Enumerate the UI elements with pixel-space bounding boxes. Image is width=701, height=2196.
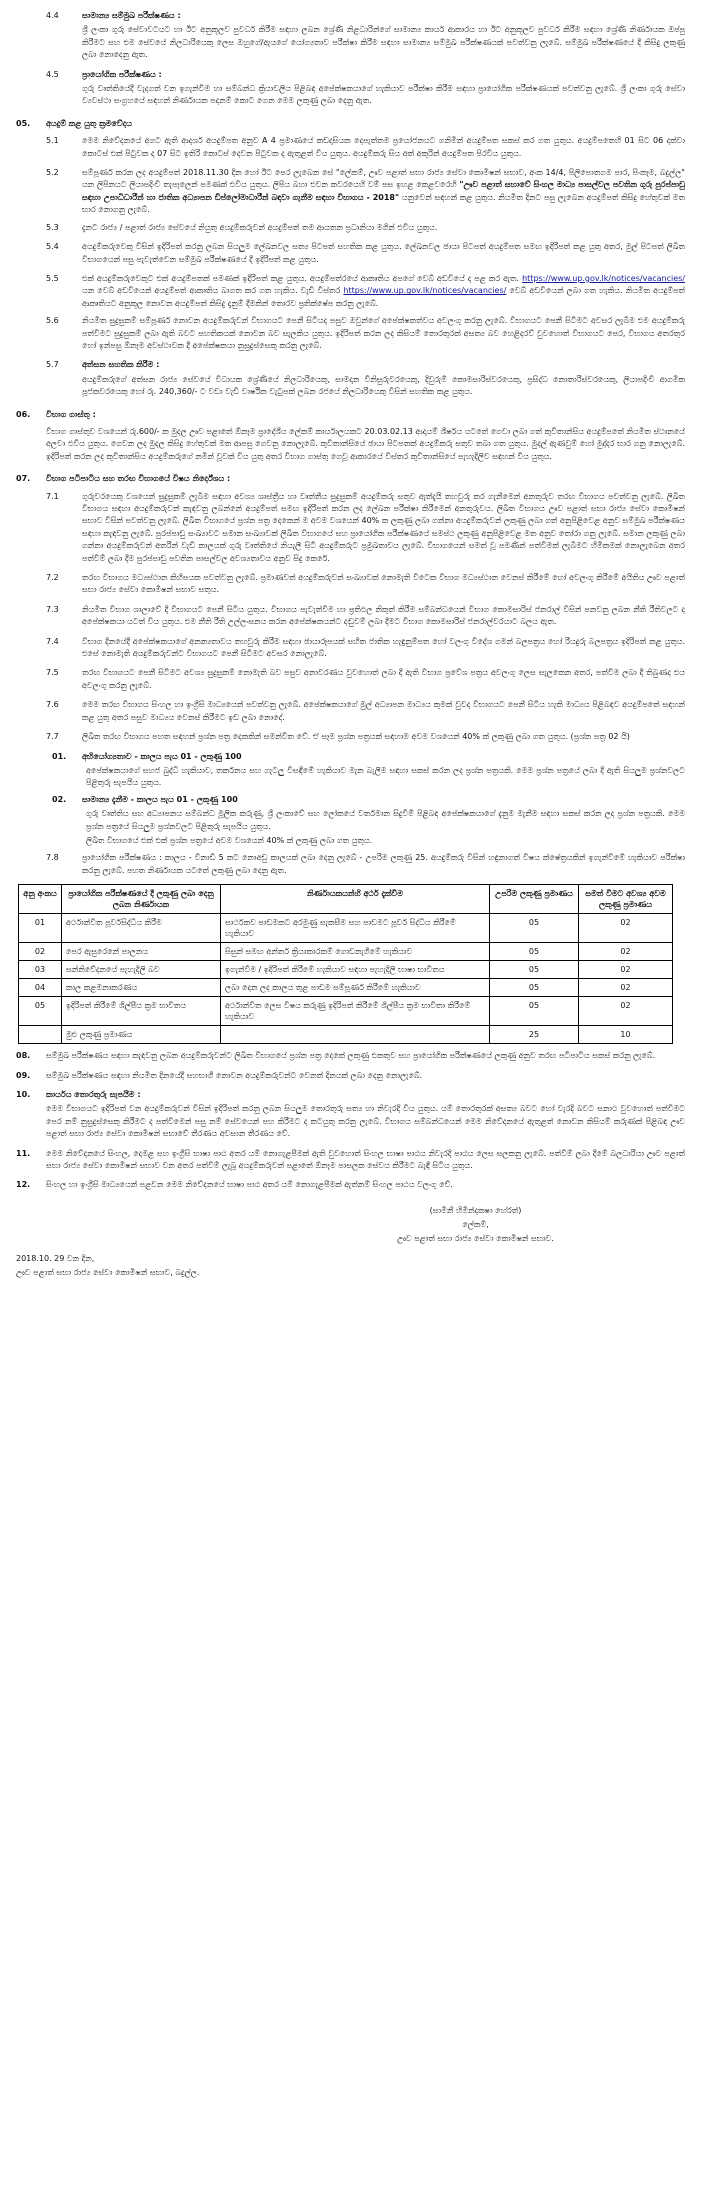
- practical-marks-table: [18, 884, 673, 1044]
- item-body: නියමිත විභාග ශාලාවේ දී විභාගයට පෙනී සිටිය යුතුය. විභාගය පැවැත්වීම හා ප්‍රතිඵල නිකුත් කිරීම සම්බන්ධයෙන් විභාග කොමසාරිස් ජනරාල් විසින් පනවනු ලබන නීති රීතිවලට ද අපේක්ෂකයා යටත් විය යුතුය. එම නීති රීති උල්ලංඝනය කරන අපේක්ෂකයන්ට දඬුවම් ලබා දීමට විභාග කොමසාරිස් ජනරාල්වරයාට බලය ඇත.: [82, 604, 685, 627]
- section-number: 07.: [16, 474, 31, 484]
- item-body: අයදුම්කරුවෙකු විසින් ඉදිරිපත් කරනු ලබන සියලුම ලේඛනවල සත්‍ය පිටපත් සහතික කළ යුතුය. ලේඛනවල ඡායා පිටපත් අයදුම්පත සමඟ ඉදිරිපත් කළ යුතු අතර, මුල් පිටපත් ලිඛිත විභාගයෙන් පසු පැවැත්වෙන සම්මුඛ පරීක්ෂණයේ දී ඉදිරිපත් කළ යුතුය.: [82, 242, 685, 264]
- cell: 02: [579, 943, 673, 961]
- item-number: 5.3: [46, 222, 59, 232]
- item-5-3: [16, 222, 685, 236]
- item-body: සම්මුඛ පරීක්ෂණය සඳහා නියමිත දිනයේදී සහභාගී නොවන අයදුම්කරුවන්ට වෙනත් දිනයක් ලබා දෙනු නොලැබේ.: [46, 1070, 423, 1080]
- item-number: 7.4: [46, 636, 59, 646]
- section-number: 08.: [16, 1051, 31, 1061]
- item-body: මෙම නිවේදනයේ අගට ඇති ආදර්ශ අයදුම්පත අනුව A 4 ප්‍රමාණයේ කඩදාසියක දෙපැත්තම ප්‍රයෝජනයට ගනිමින් අයදුම්පත සකස් කර ගත යුතුය. අයදුම්පතෙහි 01 සිට 06 දක්වා කොටස් එක් පිටුවක ද 07 සිට ඉතිරි කොටස් දෙවන පිටුවක ද ඇතුළත් විය යුතුය. අයදුම්කරු සිය අත් අකුරින් අයදුම්පත පිරවිය යුතුය.: [82, 136, 685, 158]
- paper-title: සාමාන්‍ය දැනීම - කාලය පැය 01 - ලකුණු 100: [82, 794, 238, 804]
- item-number: 7.8: [46, 853, 59, 863]
- section-title: කාර්යය තොරතුරු සැපයීම :: [46, 1089, 141, 1099]
- vacancies-link-2[interactable]: https://www.up.gov.lk/notices/vacancies/: [343, 286, 507, 296]
- table-header-row: [19, 885, 673, 914]
- item-5-6: [16, 315, 685, 354]
- item-number: 4.4: [46, 11, 59, 20]
- table-row: [19, 979, 673, 997]
- item-title: අත්සන සහතික කිරීම :: [82, 360, 160, 370]
- section-title: විභාග පටිපාටිය සහ තරඟ විභාගයේ විෂය නිර්දේශය :: [46, 474, 231, 484]
- cell: [19, 1026, 62, 1044]
- section-10: [16, 1089, 685, 1143]
- cell: ඉගැන්වීම / ඉදිරිපත් කිරීමේ හැකියාව සඳහා පැහැදිලි භාෂා භාවිතය: [221, 961, 490, 979]
- cell: 03: [19, 961, 62, 979]
- item-7-8: [16, 852, 685, 879]
- item-title: ප්‍රායෝගික පරීක්ෂණය :: [82, 69, 162, 79]
- issue-date: 2018.10. 29 වන දින,: [16, 1253, 95, 1263]
- item-body: සම්පූර්ණ කරන ලද අයදුම්පත් 2018.11.30 දින හෝ ඊට පෙර ලැබෙන සේ "ලේකම්, ඌව පළාත් සභා රාජ්‍ය සේවා කොමිෂන් සභාව, අංක 14/4, පිලිපොතගම පාර, පිංකෑම, බදුල්ල" යන ලිපිනයට ලියාපදිංචි තැපෑලෙන් පමණක් එවිය යුතුය. ලිපිය බහා එවන කවරයෙහි වම් පස ඉහළ කෙළවරෙහි: [82, 168, 685, 190]
- cell: 02: [579, 961, 673, 979]
- signatory-org: ඌව පළාත් සභා රාජ්‍ය සේවා කොමිෂන් සභාව.: [397, 1233, 554, 1243]
- section-number: 10.: [16, 1089, 31, 1099]
- cell: සන්නිවේදනයේ පැහැදිලි බව: [62, 961, 221, 979]
- col-header: උපරිම ලකුණු ප්‍රමාණය: [490, 885, 579, 914]
- item-body: ශ්‍රී ලංකා ගුරු සේවාවටයට හා ඊට අනුකූලව පුවර්ධ කිරීම සඳහා ලබන ශ්‍රේණි නිළධාරින්ගේ සාමාන්‍ය කාර්ය ආකාරය හා ඊට අනුකූලව පුවර්ධ කිරීම සඳහා ශ්‍රේණි නිර්ණායක ඔප්පු කිරීමට සහ එම සේවයේ නිලධාරියෙකු ලෙස ඔහුගේ/ඇයගේ යෝග්‍යතාව පරීක්ෂා කිරීම සඳහා සාමාන්‍ය සම්මුඛ පරීක්ෂණයක් පවත්වනු ලැබේ. සම්මුඛ පරීක්ෂණයේ දී කිසිදු ලකුණු ලබා නොදෙනු ඇත.: [82, 25, 685, 60]
- cell: පෙර ඇසුරෙනේ පාලනය: [62, 943, 221, 961]
- item-number: 5.4: [46, 242, 59, 252]
- item-7-4: [16, 636, 685, 663]
- item-body: මෙම තරඟ විභාගය සිංහල හා ඉංග්‍රීසි මාධ්‍යයෙන් පවත්වනු ලැබේ. අපේක්ෂකයාගේ මුල් අධ්‍යාපන මාධ්‍යය කුමක් වුවද විභාගයට පෙනී සිටිය හැකි මාධ්‍යය පිළිබඳව අයදුම්පතේ සඳහන් කළ යුතු අතර පසුව මාධ්‍යය වෙනස් කිරීමට ඉඩ ලබා නොදේ.: [82, 700, 685, 722]
- item-body-cont-2: වෙබ් අඩවියෙන් ලබා ගත හැකිය. නියමිත අයදුම්පත් ආකෘතියට අනුකූල නොවන අයදුම්පත් කිසිදු දැනුම් දීමකින් තොරව ප්‍රතික්ෂේප කරනු ලැබේ.: [82, 286, 685, 308]
- section-number: 05.: [16, 118, 31, 128]
- item-5-2: [16, 167, 685, 217]
- cell: සිසුන් සමඟ අන්තර් ක්‍රියාකාරකම් ගොඩනැගීමේ හැකියාව: [221, 943, 490, 961]
- cell: 25: [490, 1026, 579, 1044]
- item-number: 5.1: [46, 136, 59, 146]
- col-header: ප්‍රායෝගික පරීක්ෂණයේ දී ලකුණු ලබා දෙනු ලබන නිර්ණායක: [62, 885, 221, 914]
- paper-title: අභියෝග්‍යතාව - කාලය පැය 01 - ලකුණු 100: [82, 751, 242, 761]
- item-number: 5.7: [46, 360, 59, 370]
- cell: 02: [579, 914, 673, 943]
- cell: 05: [490, 979, 579, 997]
- vacancies-link[interactable]: https://www.up.gov.lk/notices/vacancies/: [522, 273, 685, 283]
- item-5-7: [16, 359, 685, 400]
- footer: [16, 1252, 685, 1280]
- cell: 02: [579, 979, 673, 997]
- col-header: අනු අංකය: [19, 885, 62, 914]
- item-number: 5.6: [46, 316, 59, 326]
- cell: ලබා දෙන ලද කාලය තුළ පාඩම සම්පූර්ණ කිරීමේ හැකියාව: [221, 979, 490, 997]
- table-total-row: [19, 1026, 673, 1044]
- item-number: 7.2: [46, 573, 59, 583]
- item-5-1: [16, 135, 685, 162]
- table-row: [19, 914, 673, 943]
- pass-mark-note: ලිඛිත විභාගයේ එක් එක් ප්‍රශ්න පත්‍රයේ අවම වශයෙන් 40% ක් ලකුණු ලබා ගත යුතුය.: [86, 835, 373, 845]
- cell: 04: [19, 979, 62, 997]
- paper-02-heading: [52, 794, 685, 806]
- signatory-title: ලේකම්,: [462, 1219, 489, 1229]
- item-body: අයදුම්කරුගේ අත්සන රාජ්‍ය සේවයේ විධායක ශ්‍රේණියේ නිලධාරියෙකු, සාමදාන විනිසුරුවරයෙකු, දිවුරුම් කොමසාරිස්වරයෙකු, ප්‍රසිද්ධ නොතාරිස්වරයෙකු, ලියාපදිංචි ආගමික පූජකවරයෙකු හෝ රු. 240,360/- ට වඩා වැඩි වාර්ෂික වැටුපක් ලබන රජයේ නිලධාරියෙකු විසින් සහතික කළ යුතුය.: [82, 374, 685, 397]
- cell: සාර්ථකව පාඩමකට අරමුණු සැකසීම සහ පාඩමට පූර්ව සිද්ධිය කිරීමේ හැකියාව: [221, 914, 490, 943]
- table-row: [19, 961, 673, 979]
- cell: මුළු ලකුණු ප්‍රමාණය: [62, 1026, 221, 1044]
- cell: [221, 1026, 490, 1044]
- item-7-1: [16, 491, 685, 567]
- table-row: [19, 943, 673, 961]
- item-5-4: [16, 241, 685, 268]
- cell: 10: [579, 1026, 673, 1044]
- col-header: නිර්ණායකයන්හි අර්ථ දැක්වීම: [221, 885, 490, 914]
- item-title: සාමාන්‍ය සම්මුඛ පරීක්ෂණය :: [82, 11, 181, 20]
- item-body-cont: යනුවෙන් සඳහන් කළ යුතුය. නියමිත දිනට පසු ලැබෙන අයදුම්පත් කිසිදු හේතුවක් මත භාර නොගනු ලැබේ.: [82, 192, 685, 215]
- col-header: සමත් වීමට අවශ්‍ය අවම ලකුණු ප්‍රමාණය: [579, 885, 673, 914]
- item-body: මෙම නිවේදනයේ සිංහල, දෙමළ සහ ඉංග්‍රීසි භාෂා පාඨ අතර යම් නොගැළපීමක් ඇති වුවහොත් සිංහල භාෂා පාඨය නිවැරදි පාඨය ලෙස සලකනු ලැබේ. පත්වීම් ලබා දීමේ බලධාරියා ඌව පළාත් සභා රාජ්‍ය සේවා කොමිෂන් සභාව වන අතර පත්වීම් ලැබූ අයදුම්කරුවන් පළාතේ ඕනෑම පාසලක සේවය කිරීමට බැඳී සිටිය යුතුය.: [46, 1148, 685, 1170]
- item-number: 7.3: [46, 604, 59, 614]
- item-body: විභාග ගාස්තුව වශයෙන් රු.600/- ක මුදල ඌව පළාතේ ඕනෑම ප්‍රාදේශීය ලේකම් කාර්යාලයකට 20.03.02.13 ආදායම් ශීර්ෂය යටතේ ගෙවා ලබා ගත් කුවිතාන්සිය අයදුම්පතේ නියමිත ස්ථානයේ අලවා එවිය යුතුය. ගෙවන ලද මුදල කිසිදු හේතුවක් මත ආපසු ගෙවනු නොලැබේ. කුවිතාන්සියේ ඡායා පිටපතක් අයදුම්කරු සතුව තබා ගත යුතුය. මුදල් ඇණවුම් හෝ මුද්දර භාර ගනු නොලැබේ. ඉදිරිපත් කරන ලද කුවිතාන්සිය අයදුම්කරුගේ නමින් වූවක් විය යුතු අතර විභාග ගාස්තු ගෙවූ ආකාරයේ විස්තර කුවිතාන්සියේ පැහැදිලිව සඳහන් විය යුතුය.: [46, 426, 685, 461]
- item-body: තරඟ විභාගයට පෙනී සිටීමට අවශ්‍ය සුදුසුකම් නොමැති බව පසුව අනාවරණය වුවහොත් ලබා දී ඇති විභාග ප්‍රවේශ පත්‍රය අවලංගු ලෙස සැලකෙන අතර, පත්වීම ලබා දී තිබුණද එය අවලංගු කරනු ලැබේ.: [82, 668, 685, 690]
- item-7-5: [16, 667, 685, 694]
- section-number: 06.: [16, 409, 31, 419]
- item-number: 4.5: [46, 69, 59, 79]
- item-body: සිංහල හා ඉංග්‍රීසි මාධ්‍යයෙන් පළවන මෙම නිවේදනයේ භාෂා පාඨ අතර යම් නොගැළපීමක් ඇත්නම් සිංහල පාඨය වලංගු වේ.: [46, 1180, 453, 1190]
- item-body: විභාග දිනයේදී අපේක්ෂකයාගේ අනන්‍යතාවය තහවුරු කිරීම සඳහා ඡායාරූපයක් සහිත ජාතික හැඳුනුම්පත හෝ වලංගු විදේශ ගමන් බලපත්‍රය හෝ රියදුරු බලපත්‍රය ඉදිරිපත් කළ යුතුය. එසේ නොමැති අයදුම්කරුවන්ට විභාගයට පෙනී සිටීමට අවසර නොලැබේ.: [82, 636, 685, 659]
- section-number: 12.: [16, 1180, 31, 1190]
- item-number: 5.5: [46, 273, 59, 283]
- item-7-2: [16, 572, 685, 599]
- item-number: 7.5: [46, 668, 59, 678]
- cell: 05: [490, 914, 579, 943]
- table-row: [19, 997, 673, 1026]
- issuer-address: ඌව පළාත් සභා රාජ්‍ය සේවා කොමිෂන් සභාව, බදුල්ල.: [16, 1267, 200, 1277]
- envelope-caption: "ඌව පළාත් සභාවේ සිංහල මාධ්‍ය පාසල්වල පවතින ගුරු පුරප්පාඩු සඳහා උපාධිධාරීන් හා ජාතික අධ්‍යාපන ඩිප්ලෝමාධාරීන් බඳවා ගැනීම සඳහා විභාගය - 2018": [82, 180, 685, 202]
- signature-block: [266, 1204, 685, 1246]
- signatory-name: (සාමිනී හිමින්දකෂා හේරත්): [429, 1205, 522, 1215]
- item-body: ප්‍රායෝගික පරීක්ෂණය : කාලය - විනාඩි 5 කට නොඅඩු කාලයක් ලබා දෙනු ලැබේ - උපරිම ලකුණු 25. අයදුම්කරු විසින් හඳුනාගත් විෂය ක්ෂේත්‍රයකින් ඉගැන්වීමේ හැකියාව පරීක්ෂා කරනු ලැබේ. පහත නිර්ණායක යටතේ ලකුණු ලබා දෙනු ඇත.: [82, 853, 685, 875]
- section-number: 09.: [16, 1070, 31, 1080]
- section-11: [16, 1148, 685, 1175]
- item-number: 5.2: [46, 168, 59, 178]
- item-body: දැනට රාජ්‍ය / පළාත් රාජ්‍ය සේවයේ නියුතු අයදුම්කරුවන් අයදුම්පත් තම ආයතන ප්‍රධානියා මගින් එවිය යුතුය.: [82, 222, 438, 232]
- paper-number: 02.: [52, 794, 67, 804]
- item-body: ලිඛිත තරඟ විභාගය පහත සඳහන් ප්‍රශ්න පත්‍ර දෙකකින් සමන්විත වේ. ඒ සෑම ප්‍රශ්න පත්‍රයක් සඳහාම අවම වශයෙන් 40% ක් ලකුණු ලබා ගත යුතුය. (ප්‍රශ්න පත්‍ර 02 යි): [82, 732, 630, 742]
- item-7-3: [16, 604, 685, 631]
- cell: 02: [19, 943, 62, 961]
- item-body: මෙම විභාගයට ඉදිරිපත් වන අයදුම්කරුවන් විසින් ඉදිරිපත් කරනු ලබන සියලුම තොරතුරු සත්‍ය හා නිවැරදි විය යුතුය. යම් තොරතුරක් අසත්‍ය බවට හෝ වැරදි බවට සනාථ වුවහොත් පත්වීමට පෙර නම් නුසුදුස්සෙකු කිරීමට ද පත්වීමෙන් පසු නම් සේවයෙන් පහ කිරීමට ද කටයුතු කරනු ලැබේ. විභාගය සම්බන්ධයෙන් මෙම නිවේදනයේ ඇතුළත් නොවන කිසියම් කරුණක් පිළිබඳ ඌව පළාත් සභා රාජ්‍ය සේවා කොමිෂන් සභාවේ තීරණය අවසාන තීරණය වේ.: [46, 1104, 685, 1139]
- cell: අර්ථාන්විත ලෙස විෂය කරුණු ඉදිරිපත් කිරීමේ ශිල්පීය ක්‍රම භාවිතා කිරීමේ හැකියාව: [221, 997, 490, 1026]
- section-05-heading: [16, 118, 685, 130]
- section-09: [16, 1070, 685, 1084]
- section-08: [16, 1050, 685, 1064]
- cell: 01: [19, 914, 62, 943]
- item-7-6: [16, 699, 685, 726]
- item-4-5: [16, 69, 685, 110]
- paper-01-heading: [52, 751, 685, 763]
- cell: කාල කළමනාකරණය: [62, 979, 221, 997]
- item-number: 7.1: [46, 491, 59, 501]
- section-12: [16, 1179, 685, 1193]
- item-body-cont: යන වෙබ් අඩවියෙන් අයදුම්පත් ආකෘතිය බාගත කර ගත හැකිය. වැඩි විස්තර: [82, 286, 341, 296]
- section-07-heading: [16, 473, 685, 485]
- item-body: සම්මුඛ පරීක්ෂණය සඳහා කැඳවනු ලබන අයදුම්කරුවන්ට ලිඛිත විභාගයේ ප්‍රශ්න පත්‍ර දෙකේ ලකුණු එකතුව සහ ප්‍රායෝගික පරීක්ෂණයේ ලකුණු අනුව තරඟ පටිපාටිය සකස් කරනු ලැබේ.: [46, 1051, 656, 1061]
- paper-01-body: අපේක්ෂකයාගේ සහජ බුද්ධි හැකියාව, තර්කනය සහ ගැටලු විසඳීමේ හැකියාව මැන බැලීම සඳහා සකස් කරන ලද ප්‍රශ්න පත්‍රයකි. මෙම ප්‍රශ්න පත්‍රයේ ලබා දී ඇති සියලුම ප්‍රශ්නවලට පිළිතුරු සැපයිය යුතුය.: [86, 765, 685, 788]
- cell: ඉදිරිපත් කිරීමේ ශිල්පීය ක්‍රම භාවිතය: [62, 997, 221, 1026]
- item-body: නියමිත සුදුසුකම් සම්පූර්ණ නොවන අයදුම්කරුවන් විභාගයට පෙනී සිටියද පසුව ඔවුන්ගේ අපේක්ෂකත්වය අවලංගු කරනු ලැබේ. විභාගයට පෙනී සිටීමට අවසර ලැබීම එම අයදුම්කරු පත්වීමට සුදුසුකම් ලබා ඇති බවට සහතිකයක් නොවන බව සැලකිය යුතුය. ඉදිරිපත් කරන ලද කිසියම් තොරතුරක් අසත්‍ය බව හෙළිදරව් වුවහොත් විභාගයට පෙර, විභාගය අතරතුර හෝ ඉන්පසු ඕනෑම අවස්ථාවක දී අපේක්ෂකයා නුසුදුස්සෙකු කරනු ලැබේ.: [82, 316, 685, 350]
- cell: 05: [19, 997, 62, 1026]
- paper-number: 01.: [52, 751, 67, 761]
- item-body: ගුරු වෘත්තියේදී වැදගත් වන ඉගැන්වීම හා සම්බන්ධ ක්‍රියාවලිය පිළිබඳ අපේක්ෂකයාගේ හැකියාව පරීක්ෂා කිරීම සඳහා ප්‍රායෝගික පරීක්ෂණයක් පවත්වනු ලැබේ. ශ්‍රී ලංකා ගුරු සේවා ව්‍යවස්ථා සංග්‍රහයේ සඳහන් නිර්ණායක පදනම් කොට ගෙන මෙම ලකුණු ලබා දෙනු ඇත.: [82, 84, 685, 106]
- item-4-4: [16, 10, 685, 64]
- section-06-body: [16, 426, 685, 465]
- section-title: විභාග ගාස්තු :: [46, 409, 96, 419]
- section-title: අයදුම් කළ යුතු ක්‍රමවේදය: [46, 118, 132, 128]
- item-body: ගුරුවරයෙකු වශයෙන් සුදුසුකම් ලැබීම සඳහා අවශ්‍ය ශාස්ත්‍රීය හා වෘත්තීය සුදුසුකම් අයදුම්කරු සතුව ඇත්දැයි තහවුරු කර ගැනීමෙන් අනතුරුව තරඟ විභාගය පවත්වනු ලැබේ. ලිඛිත විභාගය සඳහා අයදුම්කරුවන් කැඳවනු ලබන්නේ අයදුම්පත් සමඟ ඉදිරිපත් කරන ලද ලේඛන පරීක්ෂා කිරීමෙන් අනතුරුවය. ලිඛිත විභාගය ඌව පළාත් සභා රාජ්‍ය සේවා කොමිෂන් සභාව විසින් පවත්වනු ලැබේ. ලිඛිත විභාගයේ ප්‍රශ්න පත්‍ර දෙකෙන් ම අවම වශයෙන් 40% ක ලකුණු ලබා ගන්නා අයදුම්කරුවන් ලකුණු ලබා ගත් අනුපිළිවෙළ අනුව සම්මුඛ පරීක්ෂණය සඳහා කැඳවනු ලැබේ. පුරප්පාඩු සංඛ්‍යාවට සමාන සංඛ්‍යාවක් ලිඛිත විභාගයේ සහ ප්‍රායෝගික පරීක්ෂණයේ සමස්ථ ලකුණු අනුපිළිවෙළ මත අනුව තෝරා ගනු ලැබේ. සමාන ලකුණු ලබා ගන්නා අයදුම්කරුවන් අතරින් වැඩි කාලයක් ගුරු වෘත්තියේ නියැලී සිටි අයදුම්කරුට ප්‍රමුඛතාවය ලැබේ. විභාගයෙන් සමත් වූ පමණින් පත්වීමක් ලැබීමට හිමිකමක් නොලැබෙන අතර පත්වීම් ලබා දීම පුරප්පාඩු පවතින පාසල්වල අවශ්‍යතාවය අනුව සිදු කෙරේ.: [82, 491, 685, 563]
- cell: අර්ථාන්විත පූර්වසිද්ධිය කිරීම: [62, 914, 221, 943]
- item-body: තරඟ විභාගය මධ්‍යස්ථාන කිහිපයක පවත්වනු ලැබේ. ප්‍රමාණවත් අයදුම්කරුවන් සංඛ්‍යාවක් නොමැති විටෙක විභාග මධ්‍යස්ථාන වෙනස් කිරීමේ හෝ අවලංගු කිරීමේ අයිතිය ඌව පළාත් සභා රාජ්‍ය සේවා කොමිෂන් සභාව සතුය.: [82, 573, 685, 595]
- cell: 02: [579, 997, 673, 1026]
- item-number: 7.6: [46, 700, 59, 710]
- item-7-7: [16, 731, 685, 745]
- section-number: 11.: [16, 1148, 31, 1158]
- cell: 05: [490, 961, 579, 979]
- paper-02-body: ගුරු වෘත්තිය සහ අධ්‍යාපනය සම්බන්ධ මූලික කරුණු, ශ්‍රී ලංකාවේ සහ ලෝකයේ වර්තමාන සිදුවීම් පිළිබඳ අපේක්ෂකයාගේ දැනුම මැනීම සඳහා සකස් කරන ලද ප්‍රශ්න පත්‍රයකි. මෙම ප්‍රශ්න පත්‍රයේ සියලුම ප්‍රශ්නවලට පිළිතුරු සැපයිය යුතුය.: [86, 809, 685, 831]
- item-body: එක් අයදුම්කරුවෙකුට එක් අයදුම්පතක් පමණක් ඉදිරිපත් කළ යුතුය. අයදුම්පත්රයේ ආකෘතිය අපගේ වෙබ් අඩවියේ ද පළ කර ඇත.: [82, 273, 520, 283]
- item-5-5: [16, 273, 685, 310]
- cell: 05: [490, 997, 579, 1026]
- section-06-heading: [16, 409, 685, 421]
- item-number: 7.7: [46, 732, 59, 742]
- cell: 05: [490, 943, 579, 961]
